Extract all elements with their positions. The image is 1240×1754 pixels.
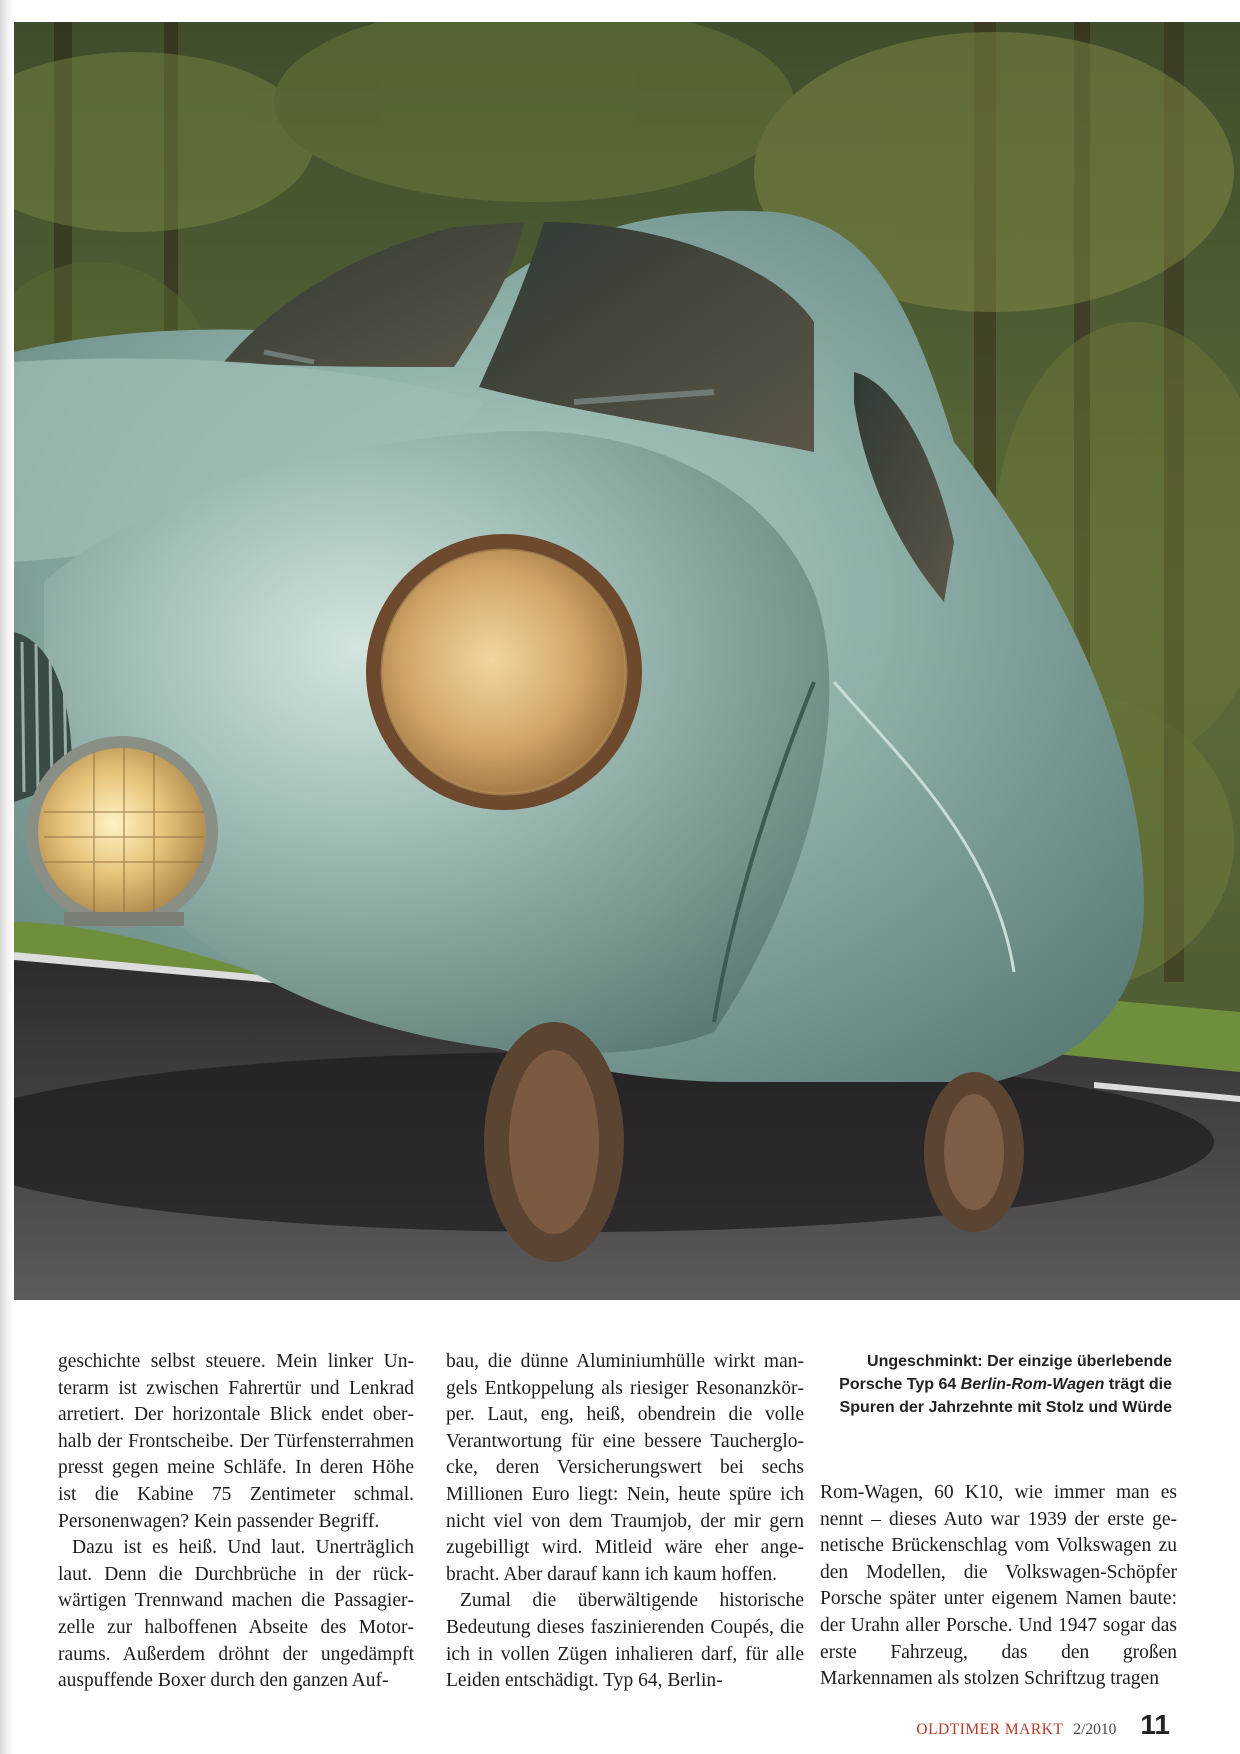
- binding-gutter: [0, 0, 14, 1754]
- column-1-paragraph-2: Dazu ist es heiß. Und laut. Unerträglich laut. Denn die Durchbrüche in der rückwärtigen Trennwand machen die Passagierzelle zur halboffenen Abseite des Motorraums. Außerdem dröhnt der ungedämpft auspuffende Boxer durch den ganzen Auf-: [58, 1537, 414, 1692]
- caption-lead: Ungeschminkt: Der einzige überlebende Porsche Typ 64: [839, 1353, 1172, 1393]
- column-2-paragraph-2: Zumal die überwältigende historische Bedeutung dieses faszinierenden Coupés, die ich in vollen Zügen inhalieren darf, für alle Leiden entschädigt. Typ 64, Berlin-: [446, 1590, 804, 1692]
- article-column-1: [58, 1349, 414, 1695]
- issue-number: 2/2010: [1073, 1721, 1117, 1738]
- caption-rest: trägt die Spuren der Jahrzehnte mit Stolz und Würde: [839, 1376, 1172, 1416]
- column-2-paragraph-1: bau, die dünne Aluminiumhülle wirkt mangels Entkoppelung als riesiger Resonanzkörper. Laut, eng, heiß, obendrein die volle Verantwortung für eine bessere Taucherglocke, deren Versicherungswert bei sechs Millionen Euro liegt: Nein, heute spüre ich nicht viel von dem Traumjob, der mir gern zugebilligt wird. Mitleid wäre eher angebracht. Aber darauf kann ich kaum hoffen.: [446, 1351, 804, 1585]
- article-column-2: [446, 1349, 804, 1695]
- column-3-paragraph-1: Rom-Wagen, 60 K10, wie immer man es nennt – dieses Auto war 1939 der erste genetische Brückenschlag vom Volkswagen zu den Modellen, die Volkswagen-Schöpfer Porsche später unter eigenem Namen baute: der Urahn aller Porsche. Und 1947 sogar das erste Fahrzeug, das den großen Markennamen als stolzen Schriftzug tragen: [820, 1482, 1177, 1690]
- page-footer: [916, 1709, 1170, 1741]
- magazine-name: OLDTIMER MARKT: [916, 1721, 1064, 1738]
- caption-title: Berlin-Rom-Wagen: [960, 1376, 1105, 1393]
- column-1-paragraph-1: geschichte selbst steuere. Mein linker Unterarm ist zwischen Fahrertür und Lenkrad arretiert. Der horizontale Blick endet oberhalb der Frontscheibe. Der Türfensterrahmen presst gegen meine Schläfe. In deren Höhe ist die Kabine 75 Zentimeter schmal. Personenwagen? Kein passender Begriff.: [58, 1351, 414, 1532]
- page-number: 11: [1140, 1709, 1170, 1740]
- photo-caption: [820, 1350, 1172, 1419]
- article-column-3: [820, 1480, 1177, 1693]
- car-photo: [14, 22, 1240, 1300]
